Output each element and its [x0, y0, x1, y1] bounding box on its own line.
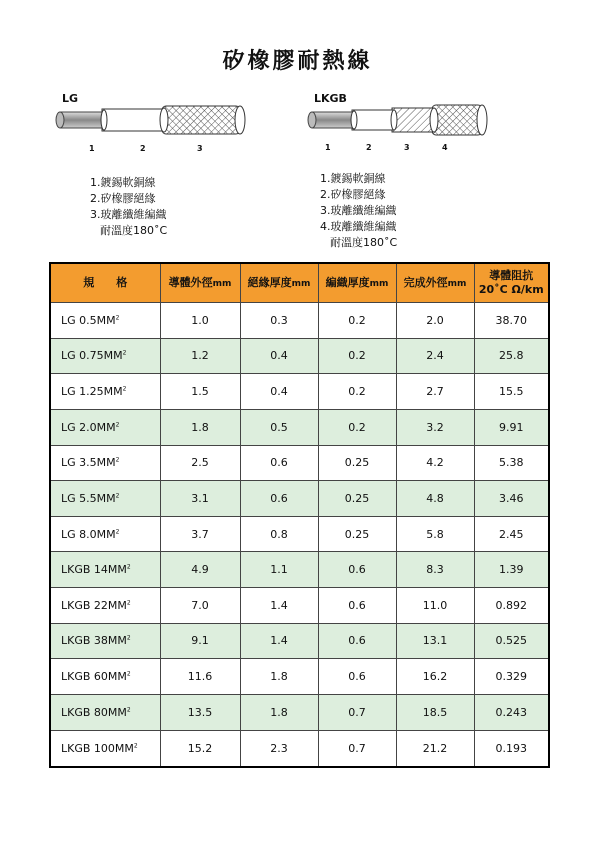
value-cell: 3.2 [396, 409, 474, 445]
page-title: 矽橡膠耐熱線 [222, 49, 373, 74]
spec-name-cell: LKGB $14MM^2$ [50, 552, 160, 588]
lkgb-model-label: LKGB [314, 92, 347, 105]
table-row [50, 659, 549, 695]
value-cell: 0.25 [318, 516, 396, 552]
table-row [50, 730, 549, 767]
value-cell: 3.1 [160, 481, 240, 517]
value-cell: 8.3 [396, 552, 474, 588]
header-conductor-diameter: 導體外徑mm [160, 263, 240, 303]
value-cell: 3.7 [160, 516, 240, 552]
table-header-row [50, 263, 549, 303]
value-cell: 0.6 [318, 659, 396, 695]
lkgb-legend-temperature: 耐溫度180˚C [330, 236, 398, 249]
value-cell: 1.8 [240, 694, 318, 730]
header-outer-diameter: 完成外徑mm [396, 263, 474, 303]
value-cell: 0.6 [240, 445, 318, 481]
lkgb-legend [320, 171, 397, 251]
value-cell: 1.5 [160, 374, 240, 410]
value-cell: 0.2 [318, 374, 396, 410]
table-row [50, 409, 549, 445]
value-cell: 3.46 [474, 481, 549, 517]
lkgb-number-2: 2 [366, 143, 372, 152]
table-row [50, 623, 549, 659]
value-cell: 18.5 [396, 694, 474, 730]
table-row [50, 516, 549, 552]
table-row [50, 338, 549, 374]
lkgb-number-3: 3 [404, 143, 410, 152]
value-cell: 0.7 [318, 694, 396, 730]
value-cell: 5.8 [396, 516, 474, 552]
value-cell: 15.5 [474, 374, 549, 410]
value-cell: 4.2 [396, 445, 474, 481]
value-cell: 11.6 [160, 659, 240, 695]
value-cell: 0.2 [318, 303, 396, 339]
value-cell: 13.5 [160, 694, 240, 730]
lg-model-label: LG [62, 92, 79, 105]
value-cell: 1.2 [160, 338, 240, 374]
spec-name-cell: LG $8.0MM^2$ [50, 516, 160, 552]
value-cell: 0.2 [318, 338, 396, 374]
table-row [50, 552, 549, 588]
lkgb-legend-item: 3.玻離纖維編織 [320, 204, 397, 217]
lkgb-cable-diagram [304, 100, 494, 140]
spec-name-cell: LG $5.5MM^2$ [50, 481, 160, 517]
value-cell: 1.4 [240, 588, 318, 624]
value-cell: 16.2 [396, 659, 474, 695]
value-cell: 2.0 [396, 303, 474, 339]
lkgb-legend-item: 1.鍍錫軟銅線 [320, 172, 386, 185]
value-cell: 0.6 [318, 588, 396, 624]
value-cell: 0.4 [240, 374, 318, 410]
value-cell: 4.8 [396, 481, 474, 517]
lg-number-1: 1 [89, 144, 95, 153]
value-cell: 0.6 [240, 481, 318, 517]
lkgb-number-1: 1 [325, 143, 331, 152]
value-cell: 0.8 [240, 516, 318, 552]
table-row [50, 374, 549, 410]
value-cell: 21.2 [396, 730, 474, 767]
spec-name-cell: LKGB $22MM^2$ [50, 588, 160, 624]
table-row [50, 445, 549, 481]
spec-name-cell: LKGB $100MM^2$ [50, 730, 160, 767]
value-cell: 9.1 [160, 623, 240, 659]
value-cell: 9.91 [474, 409, 549, 445]
value-cell: 2.5 [160, 445, 240, 481]
value-cell: 0.25 [318, 445, 396, 481]
spec-name-cell: LG $3.5MM^2$ [50, 445, 160, 481]
spec-name-cell: LKGB $38MM^2$ [50, 623, 160, 659]
header-conductor-resistance: 導體阻抗 20˚C Ω/km [474, 263, 549, 303]
value-cell: 0.525 [474, 623, 549, 659]
value-cell: 1.8 [240, 659, 318, 695]
value-cell: 1.1 [240, 552, 318, 588]
lg-number-2: 2 [140, 144, 146, 153]
spec-table [49, 262, 550, 768]
value-cell: 38.70 [474, 303, 549, 339]
spec-name-cell: LG $0.5MM^2$ [50, 303, 160, 339]
lg-legend-temperature: 耐溫度180˚C [100, 224, 168, 237]
value-cell: 13.1 [396, 623, 474, 659]
table-row [50, 303, 549, 339]
value-cell: 1.0 [160, 303, 240, 339]
value-cell: 0.329 [474, 659, 549, 695]
spec-name-cell: LG $1.25MM^2$ [50, 374, 160, 410]
value-cell: 0.243 [474, 694, 549, 730]
value-cell: 1.4 [240, 623, 318, 659]
spec-name-cell: LG $2.0MM^2$ [50, 409, 160, 445]
spec-name-cell: LKGB $80MM^2$ [50, 694, 160, 730]
value-cell: 1.8 [160, 409, 240, 445]
value-cell: 7.0 [160, 588, 240, 624]
spec-name-cell: LG $0.75MM^2$ [50, 338, 160, 374]
value-cell: 0.7 [318, 730, 396, 767]
value-cell: 0.5 [240, 409, 318, 445]
value-cell: 0.4 [240, 338, 318, 374]
table-row [50, 481, 549, 517]
value-cell: 4.9 [160, 552, 240, 588]
value-cell: 1.39 [474, 552, 549, 588]
value-cell: 0.3 [240, 303, 318, 339]
lkgb-number-4: 4 [442, 143, 448, 152]
value-cell: 15.2 [160, 730, 240, 767]
value-cell: 2.3 [240, 730, 318, 767]
value-cell: 5.38 [474, 445, 549, 481]
lg-legend-item: 2.矽橡膠絕緣 [90, 192, 156, 205]
lkgb-legend-item: 2.矽橡膠絕緣 [320, 188, 386, 201]
header-braid-thickness: 編織厚度mm [318, 263, 396, 303]
value-cell: 0.892 [474, 588, 549, 624]
lg-number-3: 3 [197, 144, 203, 153]
lg-legend-item: 1.鍍錫軟銅線 [90, 176, 156, 189]
table-row [50, 588, 549, 624]
lkgb-legend-item: 4.玻離纖維編織 [320, 220, 397, 233]
value-cell: 2.7 [396, 374, 474, 410]
value-cell: 2.4 [396, 338, 474, 374]
table-row [50, 694, 549, 730]
value-cell: 11.0 [396, 588, 474, 624]
lg-legend-item: 3.玻離纖維編織 [90, 208, 167, 221]
spec-name-cell: LKGB $60MM^2$ [50, 659, 160, 695]
value-cell: 0.6 [318, 552, 396, 588]
lg-legend [90, 175, 167, 239]
value-cell: 0.193 [474, 730, 549, 767]
header-insulation-thickness: 絕緣厚度mm [240, 263, 318, 303]
value-cell: 0.25 [318, 481, 396, 517]
value-cell: 25.8 [474, 338, 549, 374]
lg-cable-diagram [52, 100, 252, 140]
value-cell: 2.45 [474, 516, 549, 552]
value-cell: 0.6 [318, 623, 396, 659]
header-spec: 規 格 [50, 263, 160, 303]
value-cell: 0.2 [318, 409, 396, 445]
